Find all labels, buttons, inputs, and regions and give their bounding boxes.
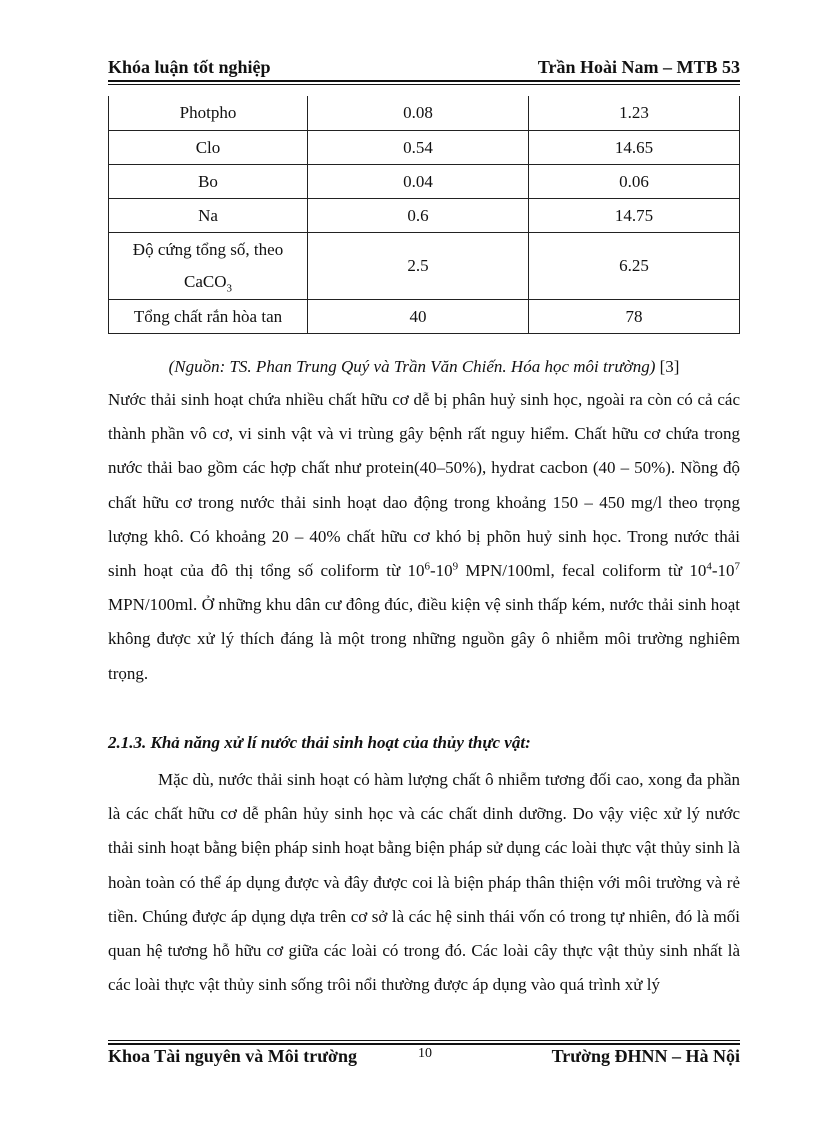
table-cell-value-2: 1.23 xyxy=(529,96,740,131)
table-row xyxy=(109,96,740,131)
table-cell-value-2: 78 xyxy=(529,300,740,334)
table-cell-value-1: 40 xyxy=(308,300,529,334)
table-cell-name: Photpho xyxy=(109,96,308,131)
table-cell-value-2: 14.75 xyxy=(529,199,740,233)
superscript: 6 xyxy=(424,560,430,573)
table-cell-name: Tổng chất rắn hòa tan xyxy=(109,300,308,334)
table-cell-value-2: 14.65 xyxy=(529,131,740,165)
source-citation: (Nguồn: TS. Phan Trung Quý và Trần Văn Chiến. Hóa học môi trường) xyxy=(168,357,656,376)
superscript: 7 xyxy=(734,560,740,573)
table-row xyxy=(109,199,740,233)
table-cell-value-2: 0.06 xyxy=(529,165,740,199)
table-cell-name xyxy=(109,233,308,300)
table-row xyxy=(109,165,740,199)
page-footer xyxy=(108,1046,740,1070)
footer-rule xyxy=(108,1043,740,1045)
footer-faculty: Khoa Tài nguyên và Môi trường xyxy=(108,1046,357,1066)
header-author: Trần Hoài Nam – MTB 53 xyxy=(537,57,740,77)
table-cell-name: Bo xyxy=(109,165,308,199)
page-header xyxy=(108,52,740,78)
paragraph-text: MPN/100ml, fecal coliform từ 10 xyxy=(458,561,707,581)
superscript: 9 xyxy=(452,560,459,573)
table-cell-value-1: 0.04 xyxy=(308,165,529,199)
table-cell-name-formula: CaCO xyxy=(184,272,227,291)
section-heading: 2.1.3. Khả năng xử lí nước thải sinh hoạt của thủy thực vật: xyxy=(108,733,531,752)
table-source-caption xyxy=(108,357,740,377)
table-cell-name: Na xyxy=(109,199,308,233)
table-cell-value-1: 0.08 xyxy=(308,96,529,131)
table-cell-value-1: 0.54 xyxy=(308,131,529,165)
table-cell-name-line1: Độ cứng tổng số, theo xyxy=(132,240,284,259)
table-cell-value-1: 0.6 xyxy=(308,199,529,233)
formula-subscript: 3 xyxy=(226,282,232,295)
paragraph-wastewater-composition xyxy=(108,383,740,691)
paragraph-text: -10 xyxy=(711,561,735,581)
superscript: 4 xyxy=(706,560,712,573)
paragraph-text: -10 xyxy=(429,561,453,581)
table-row xyxy=(109,131,740,165)
table-row xyxy=(109,233,740,300)
page-number: 10 xyxy=(418,1046,432,1061)
header-rule xyxy=(108,80,740,82)
table-cell-value-1: 2.5 xyxy=(308,233,529,300)
footer-university: Trường ĐHNN – Hà Nội xyxy=(551,1046,740,1066)
table-cell-value-2: 6.25 xyxy=(529,233,740,300)
header-rule-thin xyxy=(108,84,740,85)
footer-rule-thin xyxy=(108,1040,740,1041)
table-row xyxy=(109,300,740,334)
paragraph-aquatic-plants: Mặc dù, nước thải sinh hoạt có hàm lượng chất ô nhiễm tương đối cao, xong đa phần là các chất hữu cơ dễ phân hủy sinh học và các chất dinh dưỡng. Do vậy việc xử lý nước thải sinh hoạt bằng biện pháp sinh hoạt bằng biện pháp sử dụng các loài thực vật thủy sinh là hoàn toàn có thể áp dụng được và đây được coi là biện pháp thân thiện với môi trường và rẻ tiền. Chúng được áp dụng dựa trên cơ sở là các hệ sinh thái vốn có trong tự nhiên, đó là mối quan hệ tương hỗ hữu cơ giữa các loài có trong đó. Các loài cây thực vật thủy sinh nhất là các loài thực vật thủy sinh sống trôi nổi thường được áp dụng vào quá trình xử lý xyxy=(108,770,740,995)
source-reference: [3] xyxy=(655,357,680,376)
header-thesis-title: Khóa luận tốt nghiệp xyxy=(108,57,271,77)
table-cell-name: Clo xyxy=(109,131,308,165)
composition-table xyxy=(108,96,740,334)
paragraph-text: MPN/100ml. Ở những khu dân cư đông đúc, điều kiện vệ sinh thấp kém, nước thải sinh hoạt không được xử lý thích đáng là một trong những nguồn gây ô nhiễm môi trường nghiêm trọng. xyxy=(108,595,740,683)
paragraph-text: Nước thải sinh hoạt chứa nhiều chất hữu cơ dễ bị phân huỷ sinh học, ngoài ra còn có cả các thành phần vô cơ, vi sinh vật và vi trùng gây bệnh rất nguy hiểm. Chất hữu cơ chứa trong nước thải bao gồm các hợp chất như protein(40–50%), hydrat cacbon (40 – 50%). Nồng độ chất hữu cơ trong nước thải sinh hoạt dao động trong khoảng 150 – 450 mg/l theo trọng lượng khô. Có khoảng 20 – 40% chất hữu cơ khó bị phõn huỷ sinh học. Trong nước thải sinh hoạt của đô thị tổng số coliform từ 10 xyxy=(108,390,740,581)
